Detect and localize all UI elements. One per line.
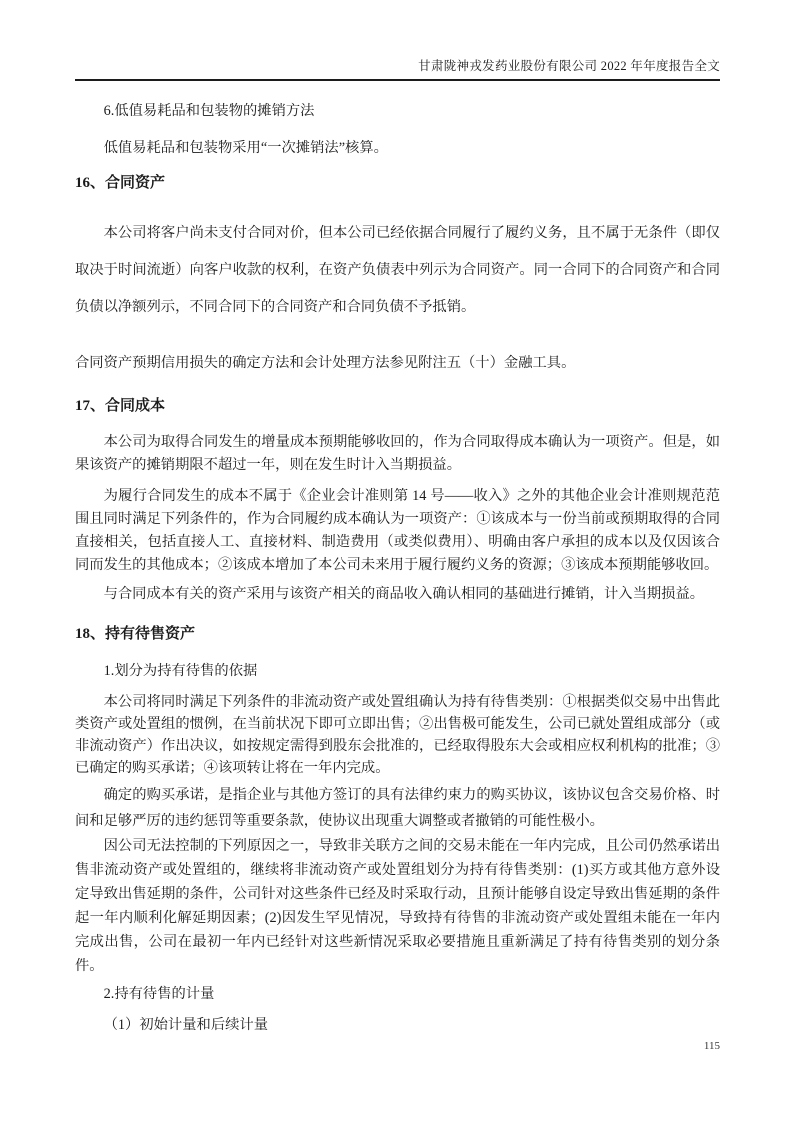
para-purchase-commitment-definition: 确定的购买承诺，是指企业与其他方签订的具有法律约束力的购买协议，该协议包含交易价格、时间和足够严厉的违约惩罚等重要条款，使协议出现重大调整或者撤销的可能性极小。 [75, 787, 720, 829]
para-contract-asset-definition: 本公司将客户尚未支付合同对价，但本公司已经依据合同履行了履约义务，且不属于无条件（即仅取决于时间流逝）向客户收款的权利，在资产负债表中列示为合同资产。同一合同下的合同资产和合同负债以净额列示，不同合同下的合同资产和合同负债不予抵销。 [75, 225, 720, 315]
para-amortization-accounting: 低值易耗品和包装物采用“一次摊销法”核算。 [103, 140, 388, 156]
page-footer [75, 1040, 720, 1052]
para-uncontrollable-delay-conditions: 因公司无法控制的下列原因之一，导致非关联方之间的交易未能在一年内完成，且公司仍然承诺出售非流动资产或处置组的，继续将非流动资产或处置组划分为持有待售类别：(1)买方或其他方意外设定导致出售延期的条件，公司针对这些条件已经及时采取行动，且预计能够自设定导致出售延期的条件起一年内顺利化解延期因素；(2)因发生罕见情况，导致持有待售的非流动资产或处置组未能在一年内完成出售，公司在最初一年内已经针对这些新情况采取必要措施且重新满足了持有待售类别的划分条件。 [75, 838, 720, 974]
document-content [75, 92, 720, 1036]
list-item-amortization-method: 6.低值易耗品和包装物的摊销方法 [103, 103, 315, 119]
list-item-initial-subsequent-measurement: （1）初始计量和后续计量 [103, 1017, 269, 1033]
header-title: 甘肃陇神戎发药业股份有限公司 2022 年年度报告全文 [418, 59, 720, 73]
page-header [75, 56, 720, 74]
section-heading-18-held-for-sale: 18、持有待售资产 [75, 626, 196, 642]
section-heading-17-contract-costs: 17、合同成本 [75, 398, 166, 414]
para-contract-asset-credit-loss: 合同资产预期信用损失的确定方法和会计处理方法参见附注五（十）金融工具。 [75, 355, 576, 371]
para-contract-acquisition-cost: 本公司为取得合同发生的增量成本预期能够收回的，作为合同取得成本确认为一项资产。但是，如果该资产的摊销期限不超过一年，则在发生时计入当期损益。 [75, 434, 720, 473]
page-number: 115 [703, 1040, 720, 1052]
header-rule [75, 79, 720, 81]
para-contract-cost-amortization: 与合同成本有关的资产采用与该资产相关的商品收入确认相同的基础进行摊销，计入当期损益。 [103, 586, 705, 602]
list-item-held-for-sale-basis: 1.划分为持有待售的依据 [103, 663, 258, 679]
para-held-for-sale-criteria: 本公司将同时满足下列条件的非流动资产或处置组确认为持有待售类别：①根据类似交易中出售此类资产或处置组的惯例，在当前状况下即可立即出售；②出售极可能发生，公司已就处置组成部分（或非流动资产）作出决议，如按规定需得到股东会批准的，已经取得股东大会或相应权利机构的批准；③已确定的购买承诺；④该项转让将在一年内完成。 [75, 694, 720, 776]
list-item-held-for-sale-measurement: 2.持有待售的计量 [103, 986, 215, 1002]
section-heading-16-contract-assets: 16、合同资产 [75, 175, 166, 191]
para-contract-fulfillment-cost: 为履行合同发生的成本不属于《企业会计准则第 14 号——收入》之外的其他企业会计准则规范范围且同时满足下列条件的，作为合同履约成本确认为一项资产：①该成本与一份当前或预期取得的合同直接相关，包括直接人工、直接材料、制造费用（或类似费用）、明确由客户承担的成本以及仅因该合同而发生的其他成本；②该成本增加了本公司未来用于履行履约义务的资源；③该成本预期能够收回。 [75, 488, 720, 573]
